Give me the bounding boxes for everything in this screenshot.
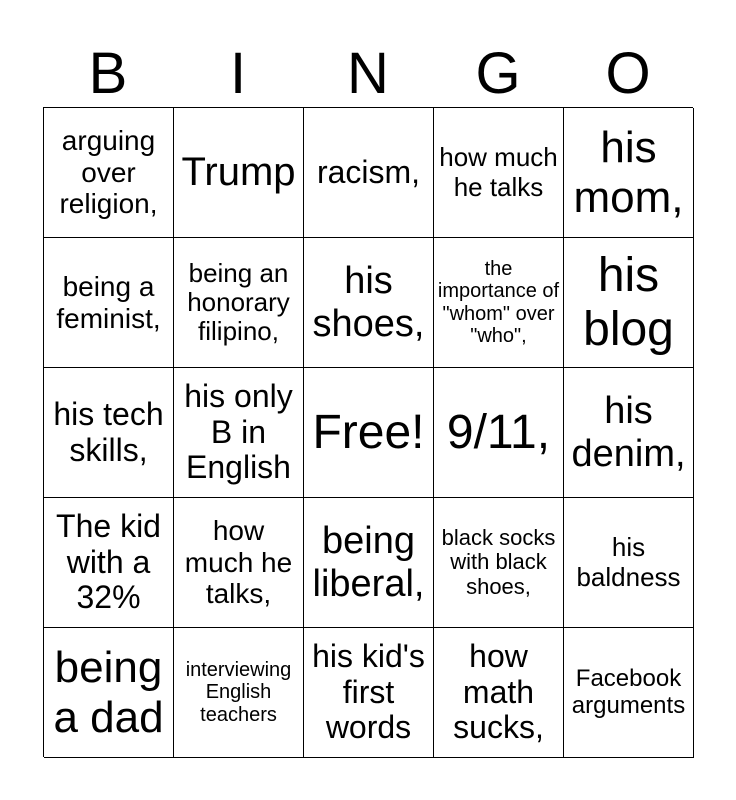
bingo-header — [43, 40, 693, 108]
cell-text: his kid's first words — [312, 637, 425, 746]
cell-text: Trump — [181, 150, 296, 195]
bingo-cell[interactable] — [44, 498, 174, 628]
bingo-cell[interactable] — [44, 628, 174, 758]
cell-text: black socks with black shoes, — [441, 524, 556, 599]
cell-text: how much he talks, — [184, 515, 293, 610]
bingo-cell[interactable] — [564, 498, 694, 628]
header-letter-g: G — [475, 41, 521, 106]
free-space[interactable] — [304, 368, 434, 498]
bingo-cell[interactable] — [174, 108, 304, 238]
bingo-cell[interactable] — [44, 108, 174, 238]
cell-text: being a dad — [53, 643, 164, 742]
cell-text: interviewing English teachers — [185, 658, 292, 726]
header-letter-i: I — [229, 41, 247, 106]
header-letter-b: B — [88, 41, 128, 106]
bingo-cell[interactable] — [174, 368, 304, 498]
bingo-cell[interactable] — [564, 368, 694, 498]
bingo-cell[interactable] — [304, 498, 434, 628]
bingo-cell[interactable] — [564, 628, 694, 758]
cell-text: his denim, — [571, 389, 686, 475]
bingo-cell[interactable] — [564, 108, 694, 238]
bingo-cell[interactable] — [174, 628, 304, 758]
cell-text: The kid with a 32% — [56, 507, 161, 616]
bingo-cell[interactable] — [434, 498, 564, 628]
bingo-cell[interactable] — [304, 108, 434, 238]
bingo-cell[interactable] — [304, 238, 434, 368]
cell-text: Free! — [312, 405, 425, 459]
cell-text: Facebook arguments — [571, 664, 686, 719]
cell-text: his only B in English — [184, 377, 293, 486]
cell-text: his blog — [583, 248, 674, 356]
cell-text: his tech skills, — [53, 395, 164, 468]
cell-text: how math sucks, — [453, 637, 544, 746]
bingo-cell[interactable] — [44, 238, 174, 368]
bingo-cell[interactable] — [44, 368, 174, 498]
cell-text: arguing over religion, — [59, 125, 158, 220]
cell-text: being a feminist, — [56, 271, 161, 334]
cell-text: his shoes, — [312, 259, 425, 345]
bingo-cell[interactable] — [304, 628, 434, 758]
bingo-cell[interactable] — [564, 238, 694, 368]
cell-text: racism, — [316, 153, 421, 190]
bingo-cell[interactable] — [434, 108, 564, 238]
cell-text: his mom, — [573, 123, 684, 222]
cell-text: being liberal, — [312, 519, 425, 605]
cell-text: the importance of "whom" over "who", — [437, 257, 560, 347]
bingo-cell[interactable] — [434, 368, 564, 498]
cell-text: how much he talks — [439, 142, 558, 202]
bingo-cell[interactable] — [174, 238, 304, 368]
bingo-cell[interactable] — [434, 628, 564, 758]
cell-text: his baldness — [576, 532, 681, 592]
bingo-cell[interactable] — [174, 498, 304, 628]
bingo-cell[interactable] — [434, 238, 564, 368]
header-letter-o: O — [605, 41, 651, 106]
bingo-card — [43, 107, 693, 757]
cell-text: being an honorary filipino, — [187, 257, 290, 347]
cell-text: 9/11, — [446, 405, 551, 459]
header-letter-n: N — [347, 41, 389, 106]
